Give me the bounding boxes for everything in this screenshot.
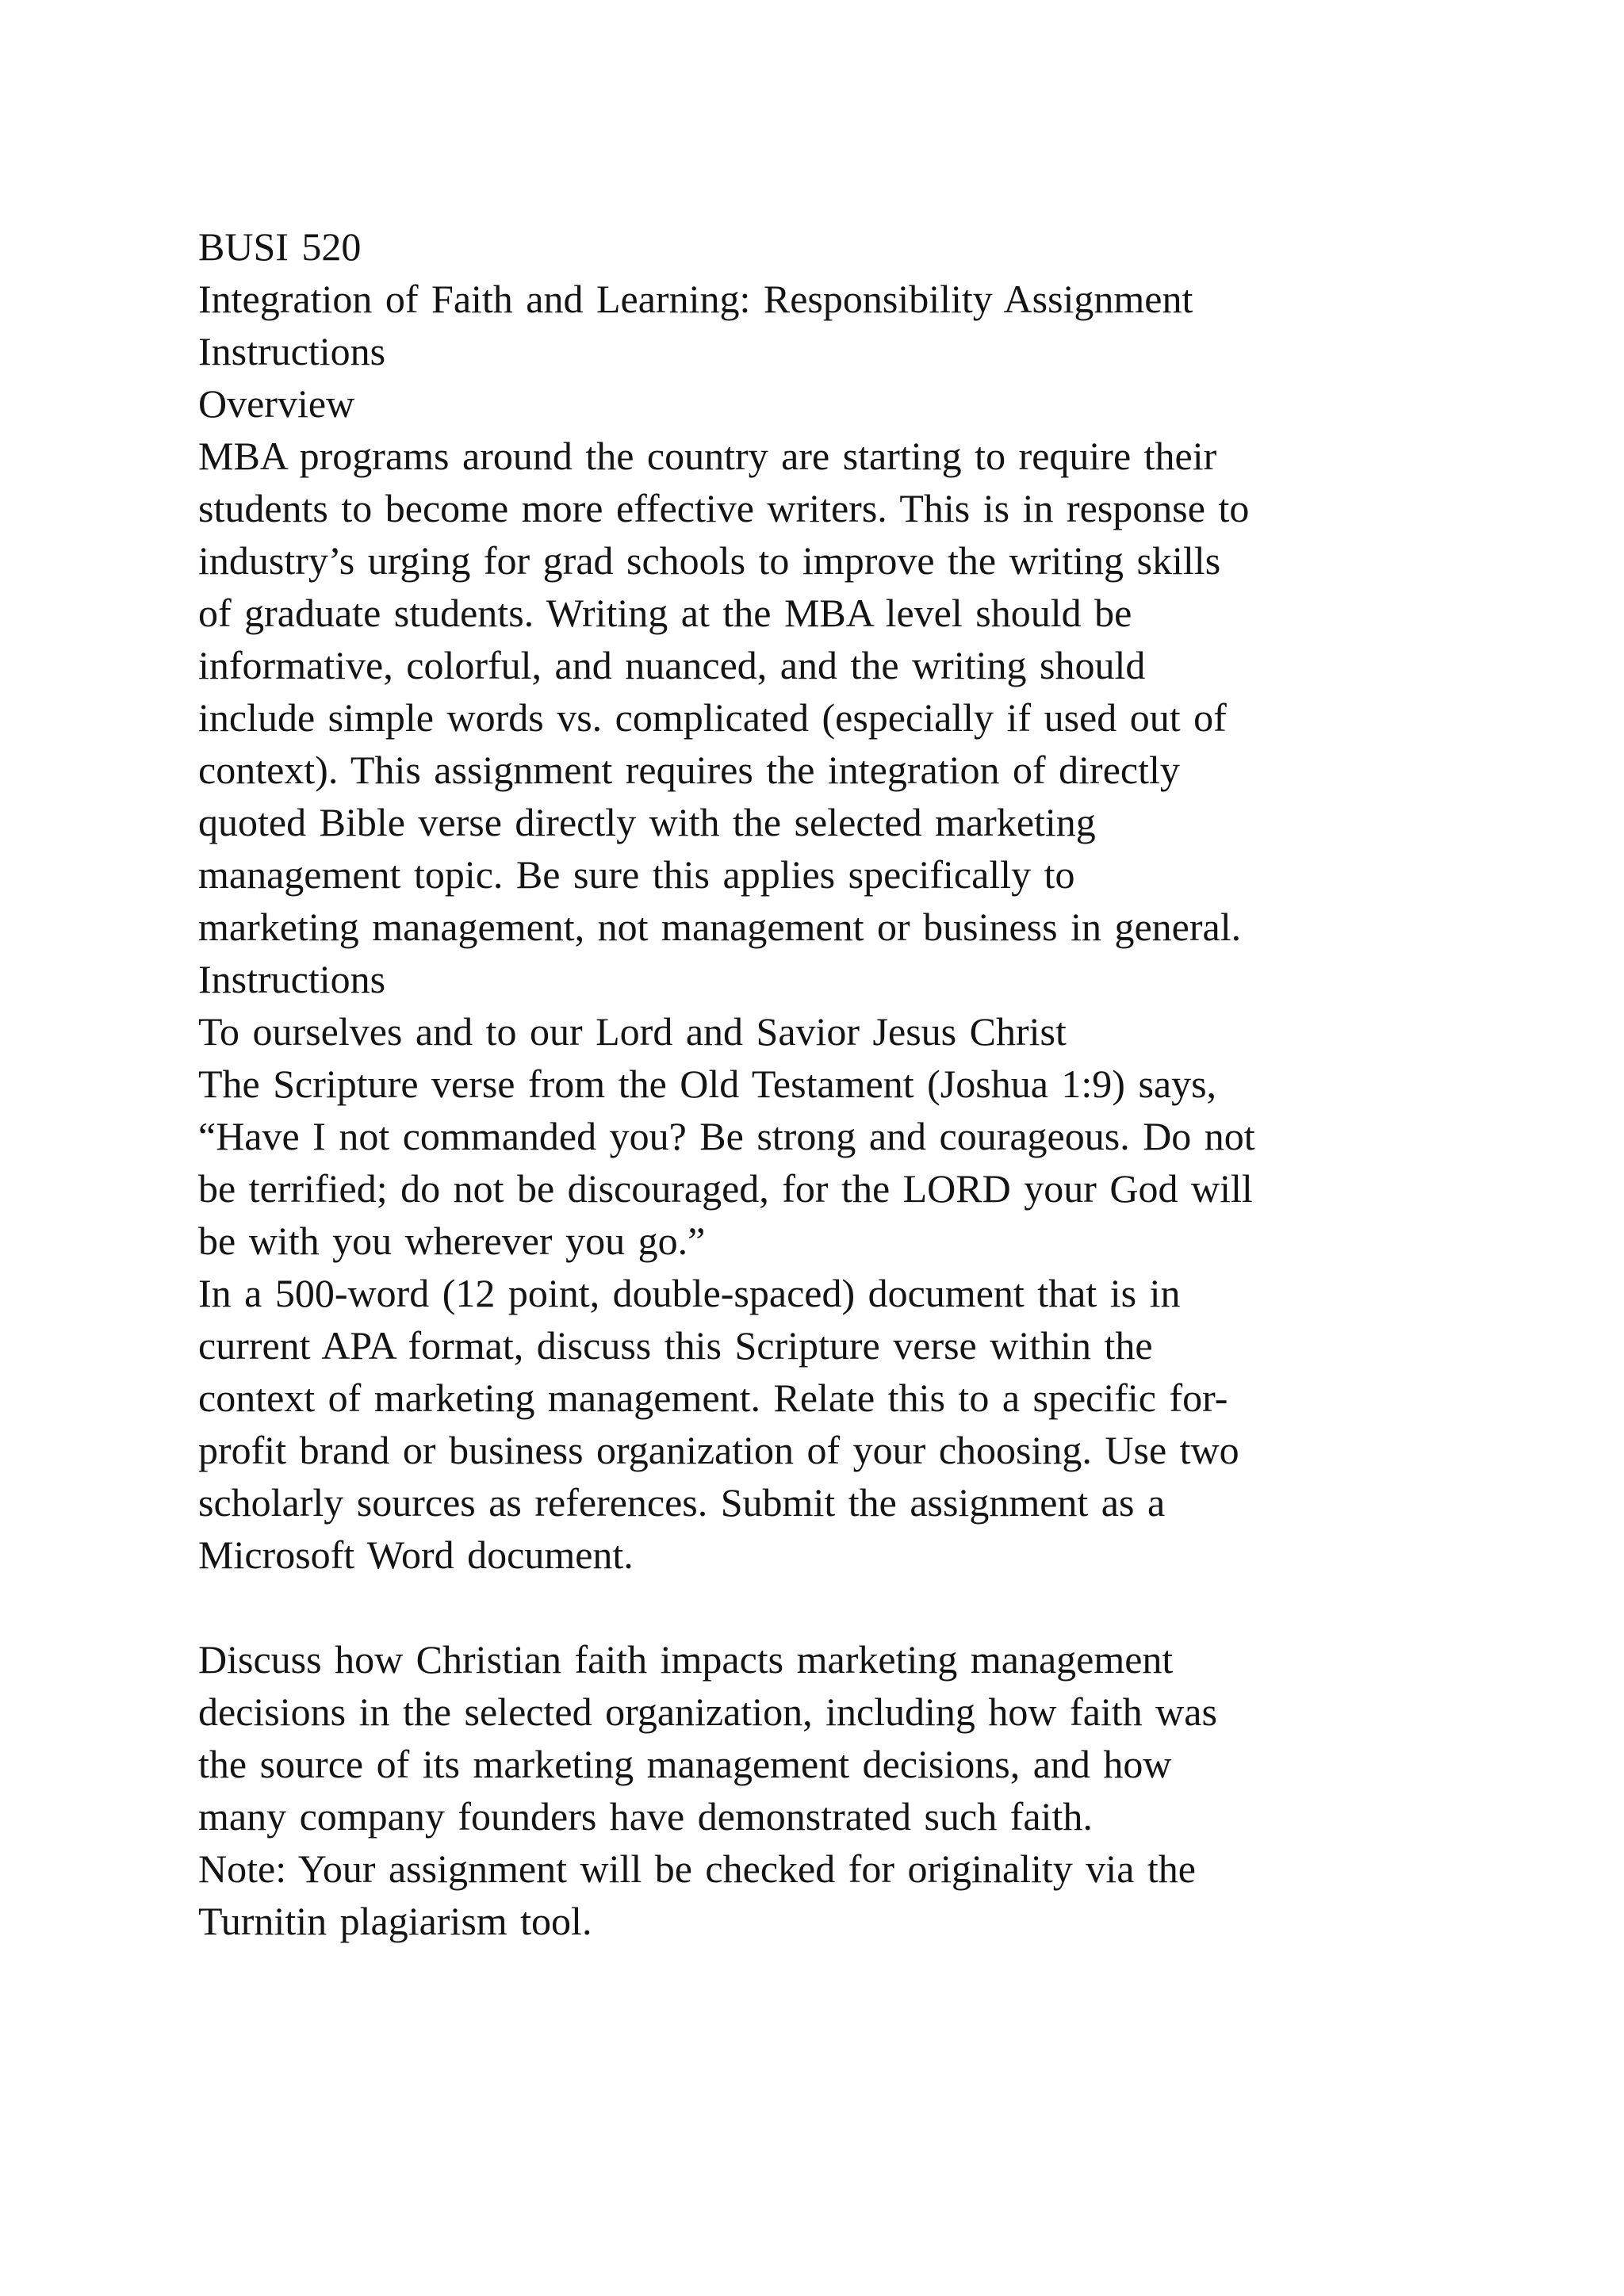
- course-code: BUSI 520: [198, 224, 362, 269]
- scripture-quote-line: be terrified; do not be discouraged, for the LORD your God will: [198, 1166, 1253, 1211]
- requirements-line: context of marketing management. Relate this to a specific for-: [198, 1376, 1228, 1420]
- requirements-line: Microsoft Word document.: [198, 1533, 634, 1577]
- discussion-line: decisions in the selected organization, including how faith was: [198, 1689, 1217, 1734]
- overview-line: MBA programs around the country are starting to require their: [198, 434, 1217, 478]
- note-line: Note: Your assignment will be checked for originality via the: [198, 1846, 1196, 1891]
- overview-line: informative, colorful, and nuanced, and the writing should: [198, 643, 1146, 687]
- assignment-title: Integration of Faith and Learning: Responsibility Assignment: [198, 277, 1193, 321]
- scripture-line: The Scripture verse from the Old Testament (Joshua 1:9) says,: [198, 1062, 1217, 1106]
- overview-line: management topic. Be sure this applies specifically to: [198, 852, 1075, 897]
- note-line: Turnitin plagiarism tool.: [198, 1899, 592, 1943]
- requirements-line: current APA format, discuss this Scripture verse within the: [198, 1323, 1153, 1368]
- overview-line: marketing management, not management or business in general.: [198, 905, 1242, 949]
- overview-line: of graduate students. Writing at the MBA level should be: [198, 591, 1132, 635]
- overview-heading: Overview: [198, 381, 355, 426]
- overview-line: students to become more effective writers. This is in response to: [198, 486, 1250, 530]
- discussion-line: Discuss how Christian faith impacts marketing management: [198, 1637, 1174, 1682]
- scripture-quote-line: “Have I not commanded you? Be strong and courageous. Do not: [198, 1114, 1255, 1158]
- overview-line: context). This assignment requires the integration of directly: [198, 748, 1180, 792]
- document-body: [198, 220, 1546, 1947]
- overview-line: quoted Bible verse directly with the selected marketing: [198, 800, 1096, 844]
- requirements-line: scholarly sources as references. Submit the assignment as a: [198, 1480, 1166, 1525]
- scripture-quote-line: be with you wherever you go.”: [198, 1219, 706, 1263]
- overview-line: industry’s urging for grad schools to improve the writing skills: [198, 538, 1221, 583]
- paragraph-spacer: [198, 1581, 1546, 1633]
- discussion-line: the source of its marketing management decisions, and how: [198, 1742, 1172, 1786]
- requirements-line: In a 500-word (12 point, double-spaced) document that is in: [198, 1271, 1181, 1315]
- assignment-title-continued: Instructions: [198, 329, 386, 373]
- instructions-heading: Instructions: [198, 957, 386, 1001]
- instructions-line: To ourselves and to our Lord and Savior Jesus Christ: [198, 1009, 1067, 1054]
- discussion-line: many company founders have demonstrated such faith.: [198, 1794, 1093, 1839]
- requirements-line: profit brand or business organization of your choosing. Use two: [198, 1428, 1239, 1472]
- overview-line: include simple words vs. complicated (especially if used out of: [198, 695, 1227, 740]
